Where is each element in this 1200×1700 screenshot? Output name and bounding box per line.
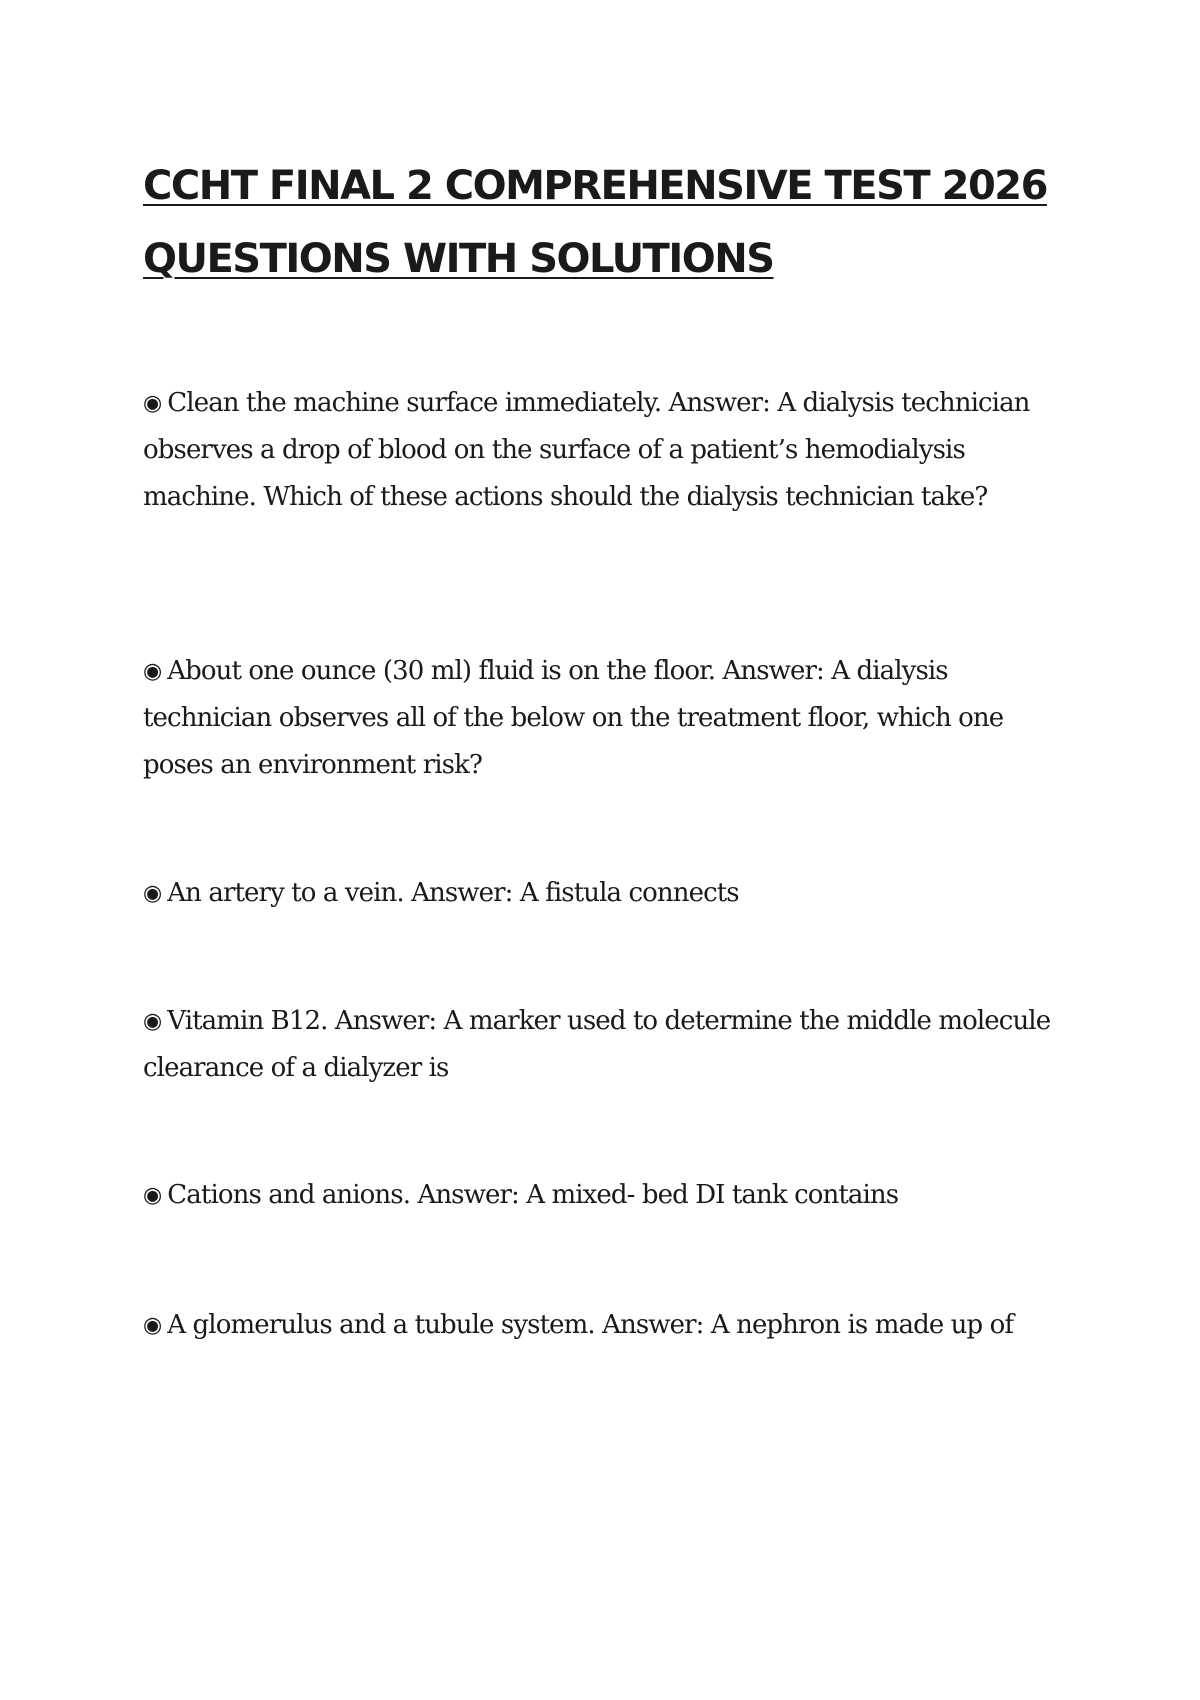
radio-bullet-icon: ◉ <box>143 1183 162 1208</box>
radio-bullet-icon: ◉ <box>143 391 162 416</box>
item-text: Vitamin B12. Answer: A marker used to determine the middle molecule clearance of a dialyzer is <box>143 1006 1051 1083</box>
page-title <box>143 150 1063 296</box>
list-item <box>143 1302 1063 1349</box>
radio-bullet-icon: ◉ <box>143 1313 162 1338</box>
list-item <box>143 998 1063 1092</box>
title-line-1: CCHT FINAL 2 COMPREHENSIVE TEST 2026 <box>143 163 1047 209</box>
list-item <box>143 380 1063 521</box>
item-text: About one ounce (30 ml) fluid is on the floor. Answer: A dialysis technician observes all of the below on the treatment floor, which one poses an environment risk? <box>143 656 1004 780</box>
list-item <box>143 648 1063 789</box>
list-item <box>143 870 1063 917</box>
item-text: A glomerulus and a tubule system. Answer: A nephron is made up of <box>167 1310 1014 1340</box>
radio-bullet-icon: ◉ <box>143 881 162 906</box>
item-text: Clean the machine surface immediately. Answer: A dialysis technician observes a drop of blood on the surface of a patient’s hemodialysis machine. Which of these actions should the dialysis technician take? <box>143 388 1030 512</box>
item-text: An artery to a vein. Answer: A fistula connects <box>167 878 739 908</box>
radio-bullet-icon: ◉ <box>143 659 162 684</box>
item-text: Cations and anions. Answer: A mixed- bed DI tank contains <box>167 1180 899 1210</box>
list-item <box>143 1172 1063 1219</box>
title-line-2: QUESTIONS WITH SOLUTIONS <box>143 236 774 282</box>
radio-bullet-icon: ◉ <box>143 1009 162 1034</box>
